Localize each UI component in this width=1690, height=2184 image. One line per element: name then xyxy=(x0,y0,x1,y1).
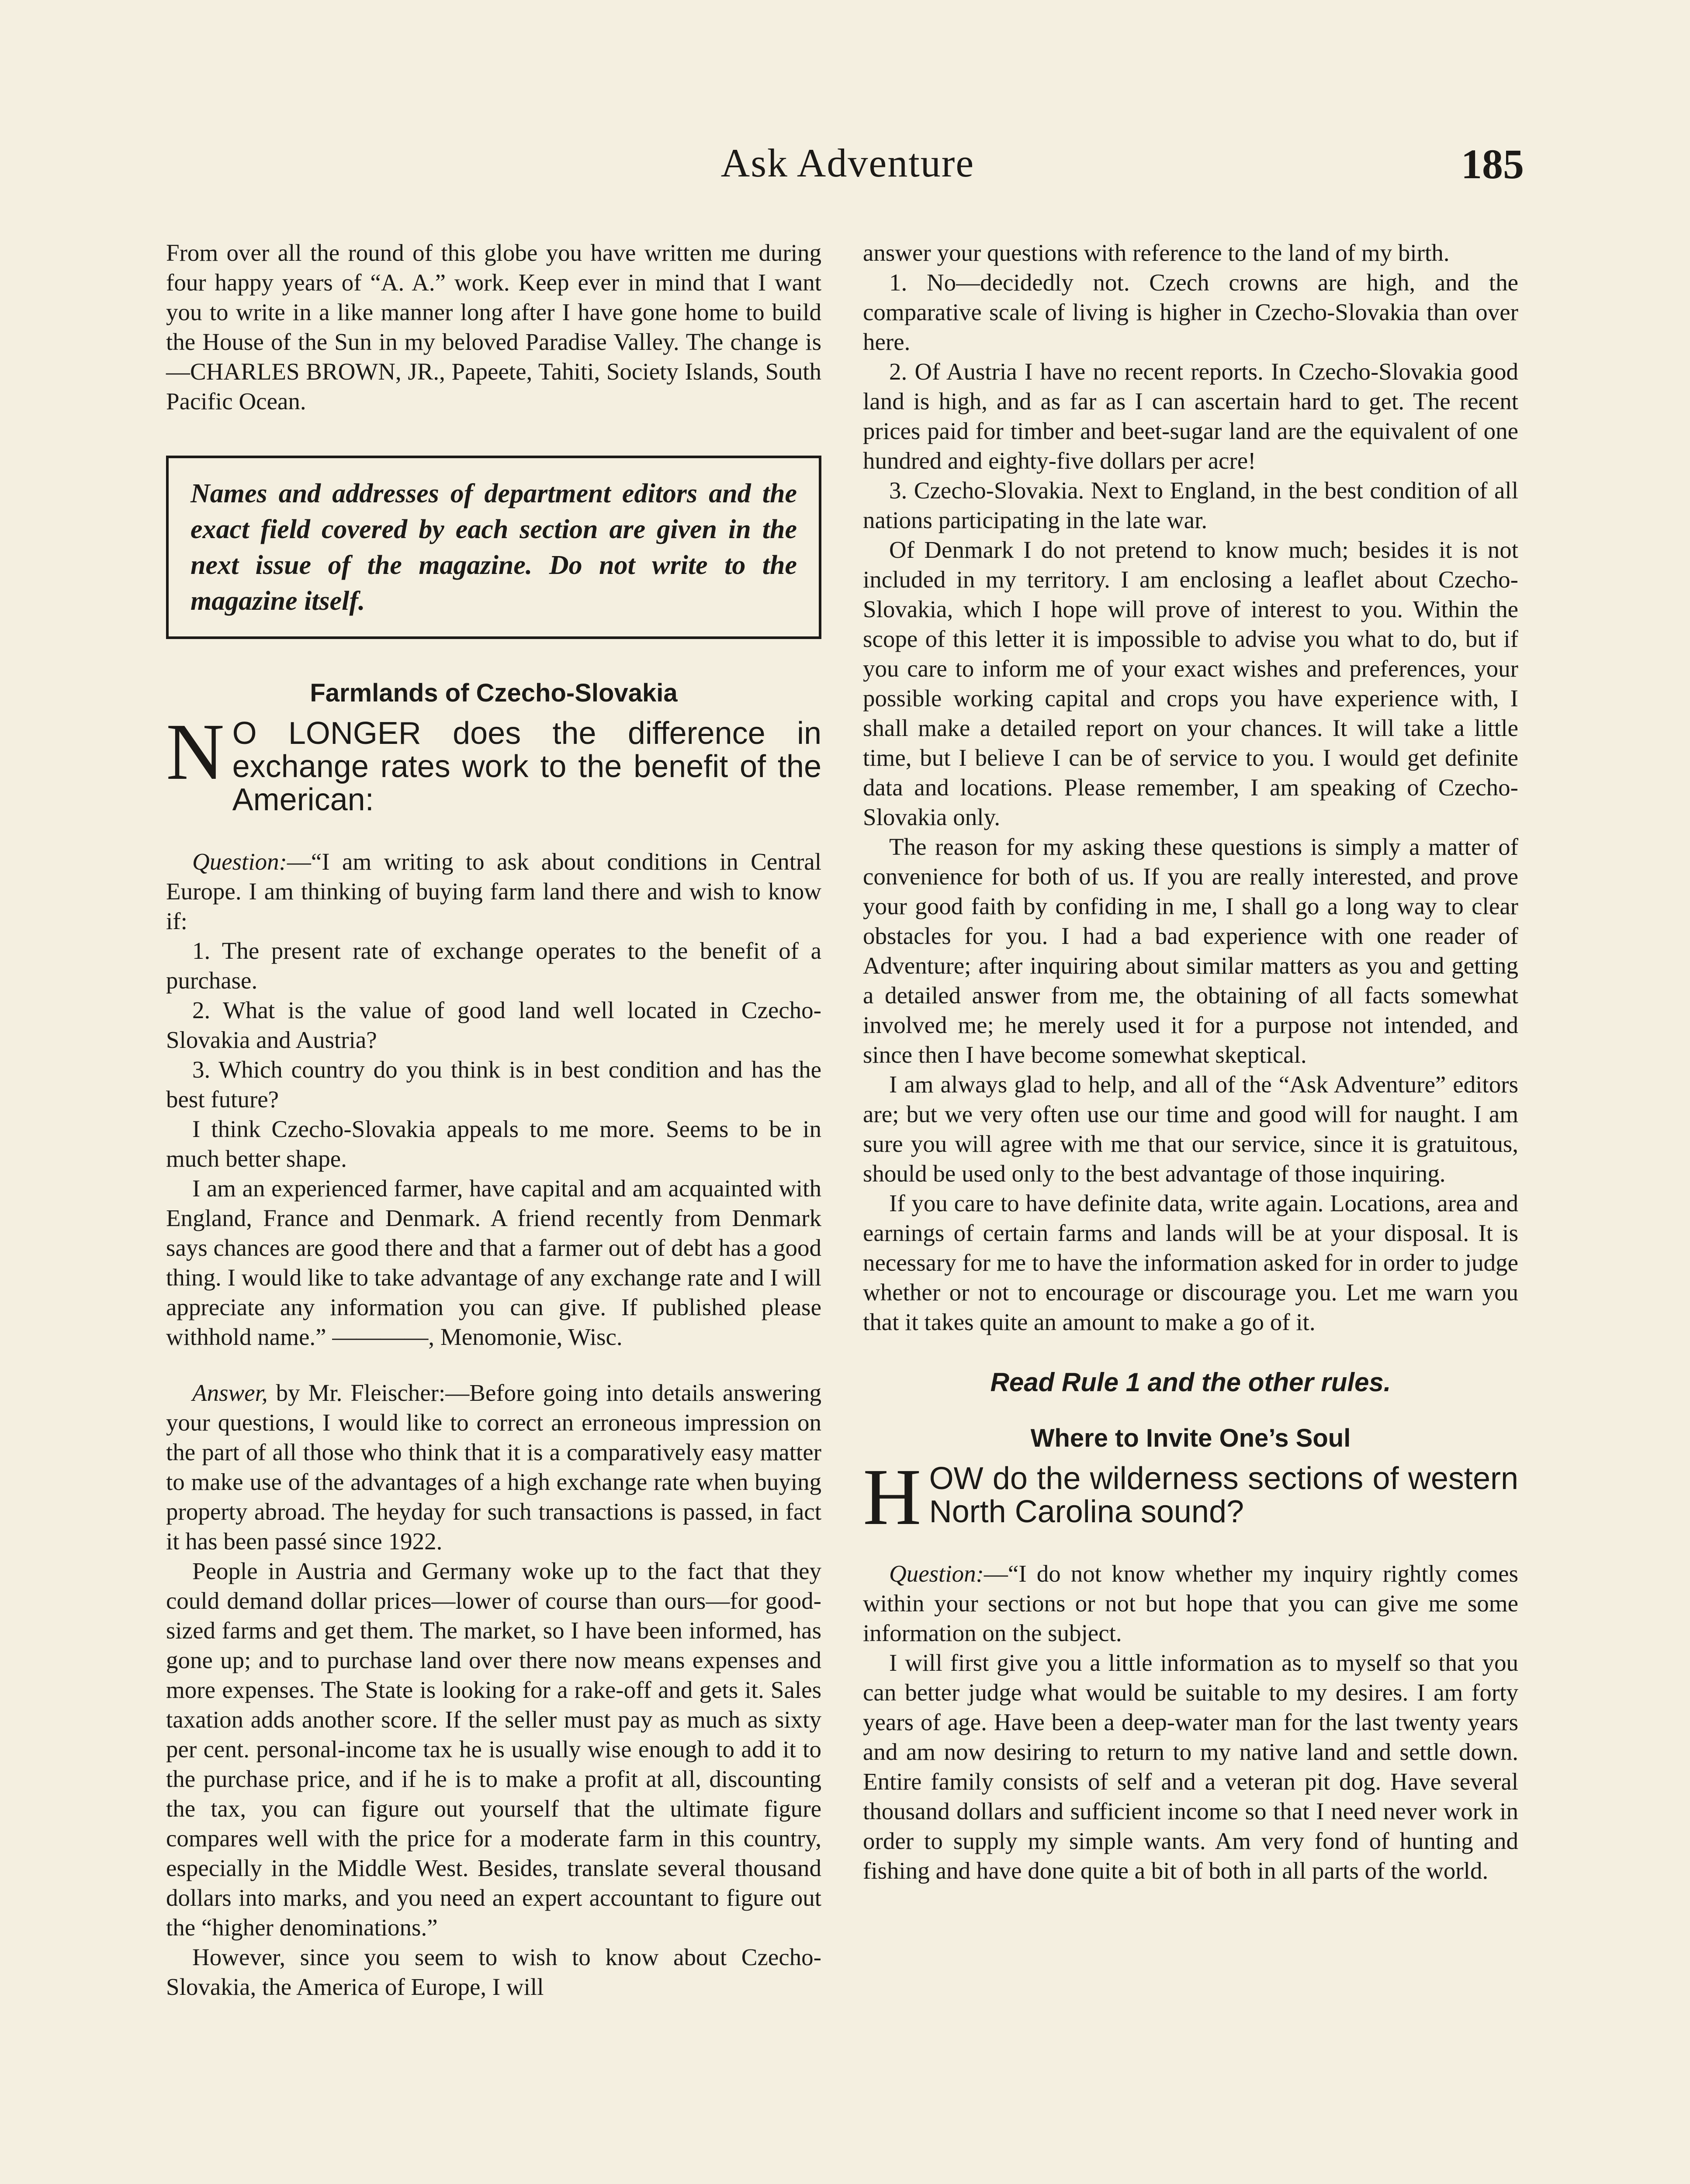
question-text: —“I am writing to ask about conditions in Central Europe. I am thinking of buying farm land there and wish to know if: xyxy=(166,848,821,934)
left-column xyxy=(166,238,821,2002)
paragraph: I will first give you a little information as to myself so that you can better judge what would be suitable to my desires. I am forty years of age. Have been a deep-water man for the last twenty years and am now desiring to return to my native land and settle down. Entire family consists of self and a veteran pit dog. Have several thousand dollars and sufficient income so that I need never work in order to supply my simple wants. Am very fond of hunting and fishing and have done quite a bit of both in all parts of the world. xyxy=(863,1649,1518,1884)
page-title: Ask Adventure xyxy=(720,141,975,185)
question-text: —“I do not know whether my inquiry rightly comes within your sections or not but hope that you can give me some information on the subject. xyxy=(863,1560,1518,1646)
question-label: Question: xyxy=(889,1560,984,1587)
paragraph: 2. What is the value of good land well located in Czecho-Slovakia and Austria? xyxy=(166,997,821,1053)
paragraph: I am always glad to help, and all of the “Ask Adventure” editors are; but we very often use our time and good will for naught. I am sure you will agree with me that our service, since it is gratuitous, should be used only to the best advantage of those inquiring. xyxy=(863,1071,1518,1187)
drop-cap: N xyxy=(166,707,225,797)
paragraph: People in Austria and Germany woke up to the fact that they could demand dollar prices—lower of course than ours—for good-sized farms and get them. The market, so I have been informed, has gone up; and to purchase land over there now means expenses and more expenses. The State is looking for a rake-off and gets it. Sales taxation adds another score. If the seller must pay as much as sixty per cent. personal-income tax he is usually wise enough to add it to the purchase price, and if he is to make a profit at all, discounting the tax, you can figure out yourself that the ultimate figure compares well with the price for a moderate farm in this country, especially in the Middle West. Besides, translate several thousand dollars into marks, and you need an expert accountant to figure out the “higher denominations.” xyxy=(166,1558,821,1941)
paragraph: I am an experienced farmer, have capital and am acquainted with England, France and Denmark. A friend recently from Denmark says chances are good there and that a farmer out of debt has a good thing. I would like to take advantage of any exchange rate and I will appreciate any information you can give. If published please withhold name.” ————, Menomonie, Wisc. xyxy=(166,1175,821,1350)
answer-label: Answer, xyxy=(192,1379,268,1406)
question-paragraph xyxy=(863,1559,1518,1648)
paragraph: From over all the round of this globe you have written me during four happy years of “A. A.” work. Keep ever in mind that I want you to write in a like manner long after I have gone home to build the House of the Sun in my beloved Paradise Valley. The change is—CHARLES BROWN, JR., Papeete, Tahiti, Society Islands, South Pacific Ocean. xyxy=(166,239,821,415)
lead-text: O LONGER does the difference in exchange rates work to the benefit of the American: xyxy=(232,716,821,817)
paragraph: I think Czecho-Slovakia appeals to me more. Seems to be in much better shape. xyxy=(166,1116,821,1172)
paragraph: The reason for my asking these questions is simply a matter of convenience for both of us. If you are really interested, and prove your good faith by confiding in me, I shall go a long way to clear obstacles for you. I had a bad experience with one reader of Adventure; after inquiring about similar matters as you and getting a detailed answer from me, the obtaining of all facts somewhat involved me; he merely used it for a purpose not intended, and since then I have become somewhat skeptical. xyxy=(863,833,1518,1068)
lead-text: OW do the wilderness sections of western North Carolina sound? xyxy=(929,1461,1518,1529)
page-number: 185 xyxy=(1461,141,1524,187)
drop-cap: H xyxy=(863,1452,921,1542)
lead-paragraph xyxy=(166,707,821,817)
paragraph: Of Denmark I do not pretend to know much; besides it is not included in my territory. I am enclosing a leaflet about Czecho-Slovakia, which I hope will prove of interest to you. Within the scope of this letter it is impossible to advise you what to do, but if you care to inform me of your exact wishes and preferences, your possible working capital and crops you have experience with, I shall make a detailed report on your chances. It will take a little time, but I believe I can be of service to you. I would get definite data and locations. Please remember, I am speaking of Czecho-Slovakia only. xyxy=(863,536,1518,830)
lead-paragraph xyxy=(863,1452,1518,1542)
paragraph: However, since you seem to wish to know about Czecho-Slovakia, the America of Europe, I will xyxy=(166,1944,821,2000)
question-label: Question: xyxy=(192,848,287,875)
section-heading: Where to Invite One’s Soul xyxy=(1030,1424,1351,1452)
running-head xyxy=(0,140,1690,192)
paragraph: 3. Czecho-Slovakia. Next to England, in the best condition of all nations participating in the late war. xyxy=(863,477,1518,533)
answer-paragraph xyxy=(166,1378,821,1556)
right-column xyxy=(863,238,1518,1886)
spacer xyxy=(166,1352,821,1378)
section-heading: Farmlands of Czecho-Slovakia xyxy=(310,679,678,707)
answer-text: by Mr. Fleischer:—Before going into details answering your questions, I would like to correct an erroneous impression on the part of all those who think that it is a comparatively easy matter to make use of the advantages of a high exchange rate when buying property abroad. The heyday for such transactions is passed, in fact it has been passé since 1922. xyxy=(166,1379,821,1555)
rule-note: Read Rule 1 and the other rules. xyxy=(990,1368,1391,1397)
paragraph: 2. Of Austria I have no recent reports. In Czecho-Slovakia good land is high, and as far as I can ascertain hard to get. The recent prices paid for timber and beet-sugar land are the equivalent of one hundred and eighty-five dollars per acre! xyxy=(863,358,1518,474)
paragraph: 1. The present rate of exchange operates to the benefit of a purchase. xyxy=(166,937,821,994)
notice-box: Names and addresses of department editors and the exact field covered by each section are given in the next issue of the magazine. Do not write to the magazine itself. xyxy=(166,456,821,639)
question-paragraph xyxy=(166,847,821,936)
paragraph: 3. Which country do you think is in best condition and has the best future? xyxy=(166,1056,821,1113)
paragraph: If you care to have definite data, write again. Locations, area and earnings of certain farms and lands will be at your disposal. It is necessary for me to have the information asked for in order to judge whether or not to encourage or discourage you. Let me warn you that it takes quite an amount to make a go of it. xyxy=(863,1190,1518,1335)
paragraph: 1. No—decidedly not. Czech crowns are high, and the comparative scale of living is higher in Czecho-Slovakia than over here. xyxy=(863,269,1518,355)
paragraph: answer your questions with reference to the land of my birth. xyxy=(863,239,1450,266)
